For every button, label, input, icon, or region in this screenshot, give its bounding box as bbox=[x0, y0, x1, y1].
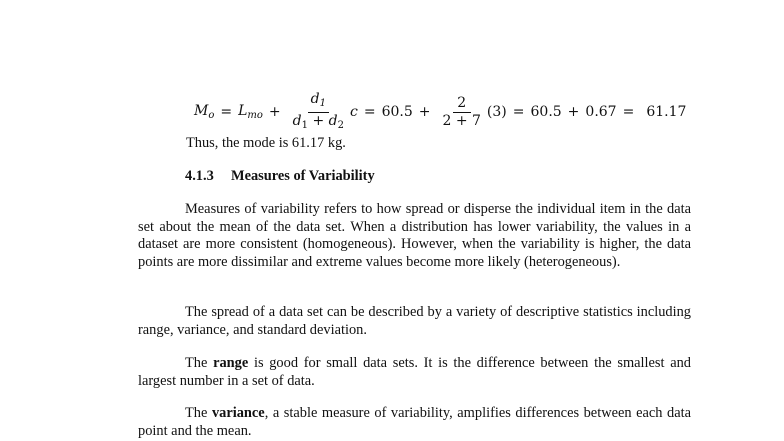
formula-equals: = bbox=[512, 104, 525, 120]
formula-plus: + bbox=[418, 104, 431, 120]
formula-lower-limit: $L_{mo}$ bbox=[238, 103, 263, 121]
paragraph-variance: The variance, a stable measure of variability, amplifies differences between each data point and the mean. bbox=[138, 405, 691, 439]
formula-equals: = bbox=[622, 104, 635, 120]
term-variance: variance bbox=[211, 405, 265, 421]
section-title: Measures of Variability bbox=[231, 168, 375, 184]
section-heading bbox=[185, 168, 375, 185]
formula-value: 0.67 bbox=[585, 104, 617, 120]
paragraph-variability-intro: Measures of variability refers to how spread or disperse the individual item in the data set about the mean of the data set. When a distribution has lower variability, the values in a dataset are more consistent (homogeneous). However, when the variability is higher, the data points are more dissimilar and extreme values become more likely (heterogeneous). bbox=[138, 201, 691, 270]
formula-value: 60.5 bbox=[381, 104, 413, 120]
formula-fraction-numeric: $\frac{2}{2 + 7}$ bbox=[442, 94, 481, 129]
formula-class-width: c bbox=[349, 104, 358, 120]
formula-lhs: $M_o$ bbox=[194, 103, 215, 121]
mode-formula bbox=[194, 92, 686, 132]
formula-equals: = bbox=[363, 104, 376, 120]
section-number: 4.1.3 bbox=[185, 168, 214, 184]
formula-plus: + bbox=[567, 104, 580, 120]
formula-plus: + bbox=[268, 104, 281, 120]
formula-value: 60.5 bbox=[530, 104, 562, 120]
formula-fraction-d1: $\frac{d_1}{d_1 + d_2}$ bbox=[292, 90, 344, 131]
formula-paren: (3) bbox=[486, 104, 507, 120]
formula-equals: = bbox=[220, 104, 233, 120]
paragraph-range: The range is good for small data sets. It is the difference between the smallest and largest number in a set of data. bbox=[138, 355, 691, 389]
paragraph-spread: The spread of a data set can be described by a variety of descriptive statistics including range, variance, and standard deviation. bbox=[138, 304, 691, 338]
formula-result: 61.17 bbox=[646, 104, 687, 120]
mode-result-sentence: Thus, the mode is 61.17 kg. bbox=[186, 135, 346, 151]
term-range: range bbox=[213, 355, 249, 371]
